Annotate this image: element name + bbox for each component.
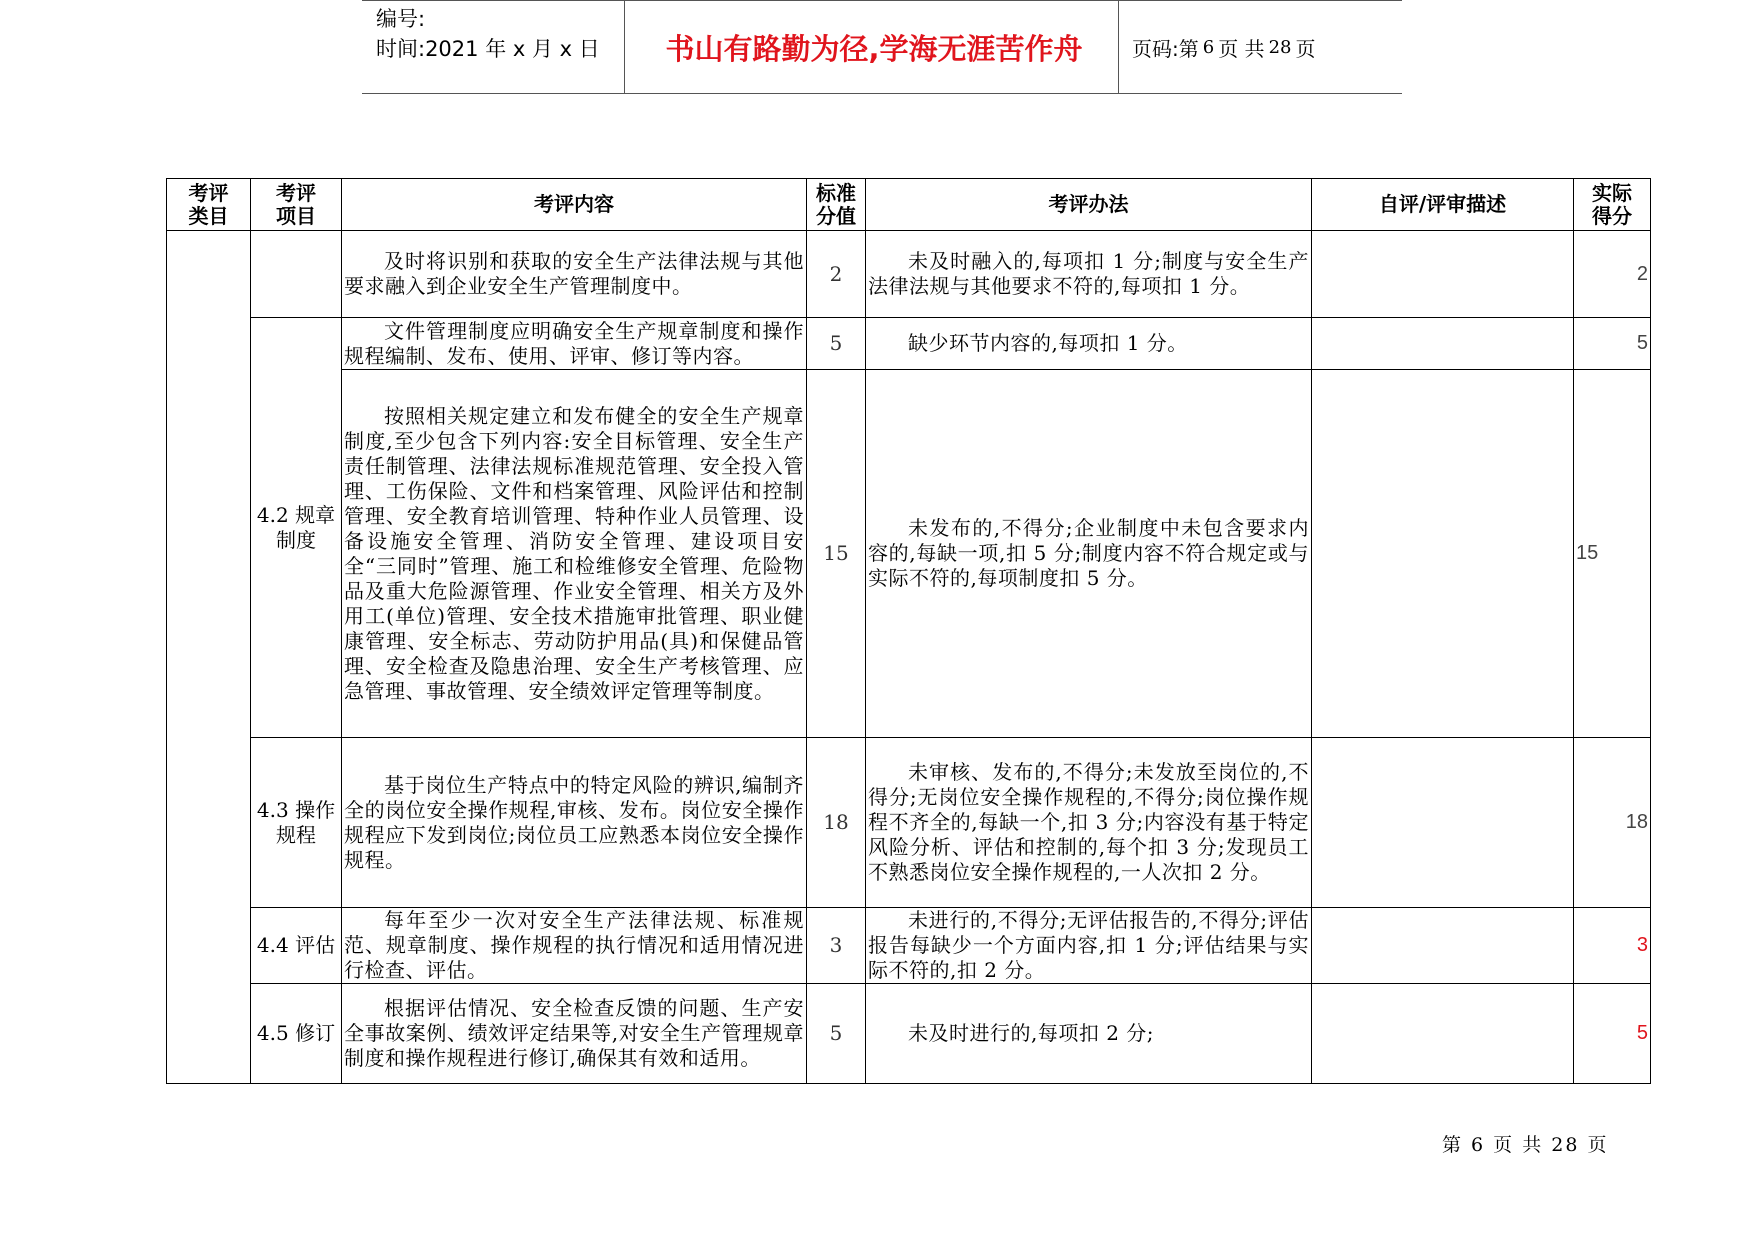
document-date: 时间:2021 年 x 月 x 日 [376,37,600,61]
actual-score-cell[interactable]: 18 [1574,738,1651,908]
actual-score-cell[interactable]: 5 [1574,984,1651,1084]
item-cell [251,231,342,318]
page-prefix: 页码:第 [1132,36,1199,61]
category-cell [167,231,251,1084]
page-footer: 第 6 页 共 28 页 [1442,1134,1609,1156]
actual-score-cell[interactable]: 15 [1574,370,1651,738]
table-row [167,370,1651,738]
header-divider-left [624,0,625,94]
item-cell: 4.5 修订 [251,984,342,1084]
table-row [167,738,1651,908]
description-cell[interactable] [1312,231,1574,318]
method-cell: 缺少环节内容的,每项扣 1 分。 [866,318,1312,370]
actual-score-cell[interactable]: 5 [1574,318,1651,370]
content-cell: 根据评估情况、安全检查反馈的问题、生产安全事故案例、绩效评定结果等,对安全生产管理规章制度和操作规程进行修订,确保其有效和适用。 [342,984,807,1084]
col-header-score: 标准 分值 [807,179,866,231]
col-header-category: 考评 类目 [167,179,251,231]
description-cell[interactable] [1312,738,1574,908]
score-cell: 2 [807,231,866,318]
content-cell: 每年至少一次对安全生产法律法规、标准规范、规章制度、操作规程的执行情况和适用情况进行检查、评估。 [342,908,807,984]
table-row [167,318,1651,370]
header-meta [376,4,616,64]
page-suffix: 页 [1295,36,1316,61]
score-cell: 3 [807,908,866,984]
page-current: 6 [1202,36,1215,58]
method-cell: 未发布的,不得分;企业制度中未包含要求内容的,每缺一项,扣 5 分;制度内容不符合规定或与实际不符的,每项制度扣 5 分。 [866,370,1312,738]
item-cell: 4.4 评估 [251,908,342,984]
document-number-label: 编号: [376,7,426,31]
score-cell: 5 [807,318,866,370]
page-total: 28 [1268,36,1292,58]
content-cell: 基于岗位生产特点中的特定风险的辨识,编制齐全的岗位安全操作规程,审核、发布。岗位安全操作规程应下发到岗位;岗位员工应熟悉本岗位安全操作规程。 [342,738,807,908]
actual-score-cell[interactable]: 2 [1574,231,1651,318]
description-cell[interactable] [1312,908,1574,984]
content-cell: 按照相关规定建立和发布健全的安全生产规章制度,至少包含下列内容:安全目标管理、安全生产责任制管理、法律法规标准规范管理、安全投入管理、工伤保险、文件和档案管理、风险评估和控制管理、安全教育培训管理、特种作业人员管理、设备设施安全管理、消防安全管理、建设项目安全“三同时”管理、施工和检维修安全管理、危险物品及重大危险源管理、作业安全管理、相关方及外用工(单位)管理、安全技术措施审批管理、职业健康管理、安全标志、劳动防护用品(具)和保健品管理、安全检查及隐患治理、安全生产考核管理、应急管理、事故管理、安全绩效评定管理等制度。 [342,370,807,738]
content-cell: 文件管理制度应明确安全生产规章制度和操作规程编制、发布、使用、评审、修订等内容。 [342,318,807,370]
table-row [167,908,1651,984]
description-cell[interactable] [1312,318,1574,370]
method-cell: 未及时进行的,每项扣 2 分; [866,984,1312,1084]
col-header-item: 考评 项目 [251,179,342,231]
score-cell: 5 [807,984,866,1084]
header-motto: 书山有路勤为径,学海无涯苦作舟 [665,31,1083,66]
description-cell[interactable] [1312,370,1574,738]
method-cell: 未及时融入的,每项扣 1 分;制度与安全生产法律法规与其他要求不符的,每项扣 1 分。 [866,231,1312,318]
table-header-row [167,179,1651,231]
col-header-content: 考评内容 [342,179,807,231]
method-cell: 未进行的,不得分;无评估报告的,不得分;评估报告每缺少一个方面内容,扣 1 分;评估结果与实际不符的,扣 2 分。 [866,908,1312,984]
col-header-actual: 实际 得分 [1574,179,1651,231]
score-cell: 18 [807,738,866,908]
header-page-indicator [1132,0,1402,94]
page-header [362,0,1402,94]
actual-score-cell[interactable]: 3 [1574,908,1651,984]
score-cell: 15 [807,370,866,738]
table-row [167,231,1651,318]
col-header-method: 考评办法 [866,179,1312,231]
content-cell: 及时将识别和获取的安全生产法律法规与其他要求融入到企业安全生产管理制度中。 [342,231,807,318]
col-header-description: 自评/评审描述 [1312,179,1574,231]
description-cell[interactable] [1312,984,1574,1084]
page-mid: 页 共 [1218,36,1265,61]
evaluation-table [166,178,1651,1084]
item-cell: 4.3 操作规程 [251,738,342,908]
method-cell: 未审核、发布的,不得分;未发放至岗位的,不得分;无岗位安全操作规程的,不得分;岗位操作规程不齐全的,每缺一个,扣 3 分;内容没有基于特定风险分析、评估和控制的,每个扣 3 分;发现员工不熟悉岗位安全操作规程的,一人次扣 2 分。 [866,738,1312,908]
item-cell: 4.2 规章制度 [251,318,342,738]
table-row [167,984,1651,1084]
